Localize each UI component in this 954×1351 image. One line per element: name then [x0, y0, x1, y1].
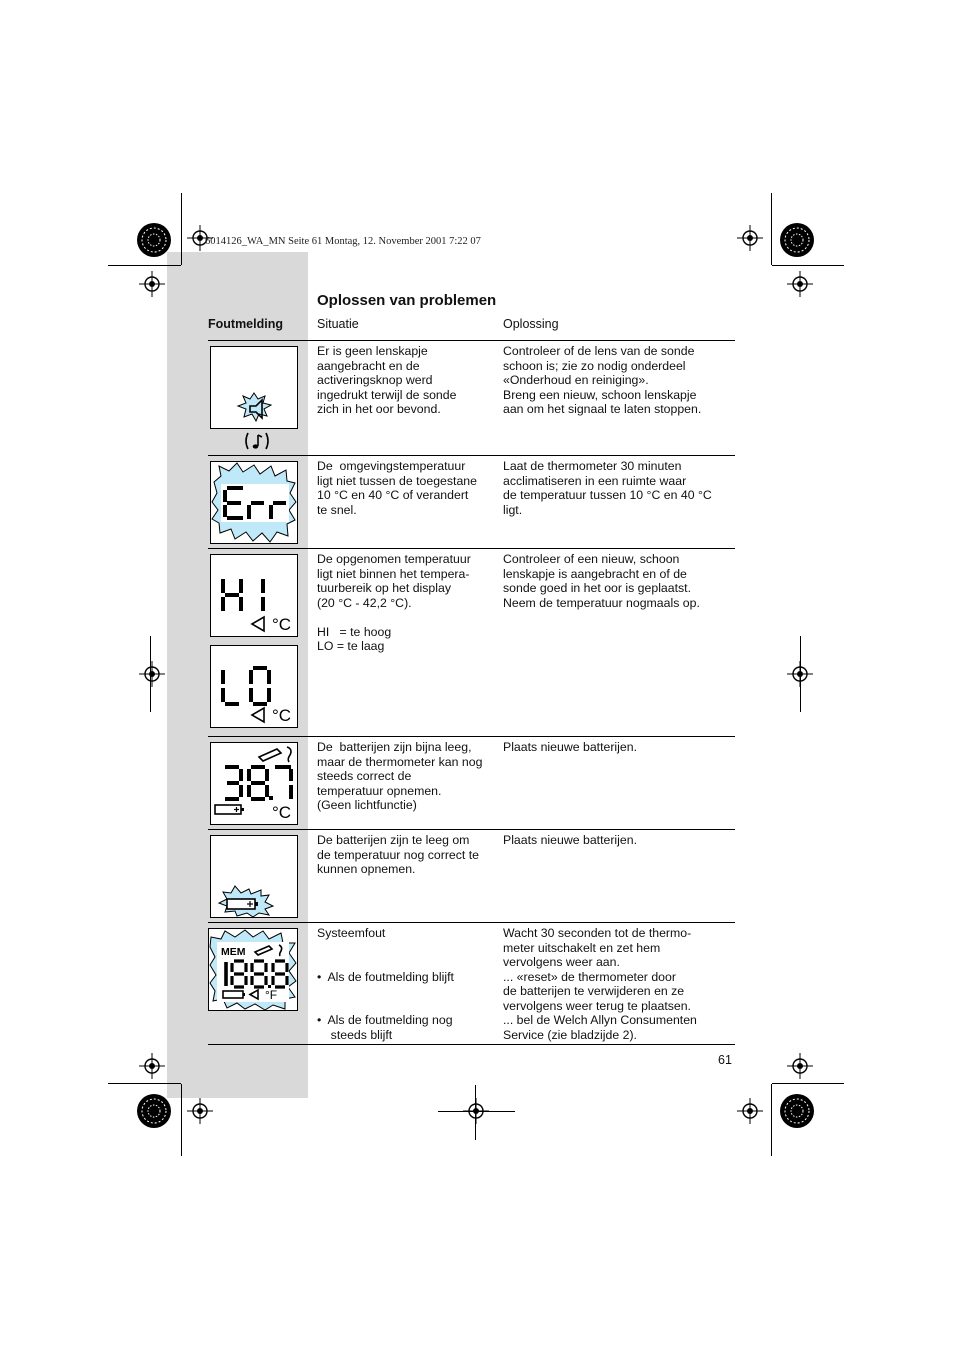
celsius-label: °C — [272, 615, 292, 634]
column-header-error: Foutmelding — [208, 317, 283, 331]
lcd-display-hi — [210, 554, 298, 637]
crop-mark — [181, 1084, 182, 1156]
crop-mark — [438, 1111, 515, 1112]
mem-label: MEM — [221, 946, 246, 958]
lcd-display-low-battery — [210, 742, 298, 825]
table-rule — [208, 455, 735, 456]
table-rule — [208, 736, 735, 737]
registration-target-icon — [787, 1053, 813, 1079]
probe-symbol-icon — [252, 617, 264, 631]
crop-mark — [108, 265, 181, 266]
row-6-situation: Systeemfout • Als de foutmelding blijft • Als de foutmelding nog steeds blijft — [317, 926, 454, 1042]
crop-mark — [150, 636, 151, 712]
celsius-label: °C — [272, 706, 292, 725]
probe-symbol-icon — [252, 708, 264, 722]
row-4-solution: Plaats nieuwe batterijen. — [503, 740, 637, 754]
row-3-solution: Controleer of een nieuw, schoon lenskapje is aangebracht en of de sonde goed in het oor is geplaatst. Neem de temperatuur nogmaals op. — [503, 552, 700, 610]
crop-mark — [181, 193, 182, 265]
crop-mark — [108, 1083, 181, 1084]
row-6-solution: Wacht 30 seconden tot de thermo- meter uitschakelt en zet hem vervolgens weer aan. ... «reset» de thermometer door de batterijen te verwijderen en ze vervolgens weer terug te plaatsen. ... bel de Welch Allyn Consumenten Service (zie bladzijde 2). — [503, 926, 697, 1042]
registration-target-icon — [737, 225, 763, 251]
lcd-display-lo — [210, 645, 298, 728]
registration-target-icon — [139, 271, 165, 297]
starburst-target-icon — [779, 222, 815, 258]
table-rule — [208, 1044, 735, 1045]
table-rule — [208, 548, 735, 549]
column-header-solution: Oplossing — [503, 317, 559, 331]
lcd-unit-mark: °F — [265, 988, 278, 1002]
table-rule — [208, 922, 735, 923]
starburst-target-icon — [136, 222, 172, 258]
row-3-situation: De opgenomen temperatuur ligt niet binnen het tempera- tuurbereik op het display (20 °C - 42,2 °C). HI = te hoog LO = te laag — [317, 552, 471, 653]
starburst-target-icon — [136, 1093, 172, 1129]
row-1-situation: Er is geen lenskapje aangebracht en de activeringsknop werd ingedrukt terwijl de sonde zich in het oor bevond. — [317, 344, 457, 416]
crop-mark — [475, 1085, 476, 1140]
lcd-display-system-error — [208, 928, 298, 1011]
celsius-label: °C — [272, 803, 292, 822]
table-rule — [208, 340, 735, 341]
registration-target-icon — [737, 1098, 763, 1124]
page-title: Oplossen van problemen — [317, 292, 497, 309]
flash-burst-icon — [238, 393, 271, 421]
probe-cap-icon — [259, 749, 281, 761]
column-header-situation: Situatie — [317, 317, 359, 331]
registration-target-icon — [139, 1053, 165, 1079]
crop-mark — [772, 265, 844, 266]
ear-icon — [287, 747, 291, 762]
crop-mark — [771, 1084, 772, 1156]
page-number: 61 — [718, 1053, 732, 1067]
print-header: 6014126_WA_MN Seite 61 Montag, 12. November 2001 7:22 07 — [205, 236, 481, 247]
row-5-situation: De batterijen zijn te leeg om de temperatuur nog correct te kunnen opnemen. — [317, 833, 479, 876]
crop-mark — [771, 193, 772, 265]
beep-signal-icon — [243, 431, 271, 451]
crop-mark — [772, 1083, 844, 1084]
table-rule — [208, 829, 735, 830]
lcd-display-err — [210, 461, 298, 544]
row-2-solution: Laat de thermometer 30 minuten acclimatiseren in een ruimte waar de temperatuur tussen 10 °C en 40 °C ligt. — [503, 459, 712, 517]
crop-mark — [800, 636, 801, 712]
registration-target-icon — [787, 271, 813, 297]
row-2-situation: De omgevingstemperatuur ligt niet tussen de toegestane 10 °C en 40 °C of verandert te snel. — [317, 459, 477, 517]
row-5-solution: Plaats nieuwe batterijen. — [503, 833, 637, 847]
starburst-target-icon — [779, 1093, 815, 1129]
row-4-situation: De batterijen zijn bijna leeg, maar de thermometer kan nog steeds correct de temperatuur opnemen. (Geen lichtfunctie) — [317, 740, 483, 812]
lcd-display-empty-battery — [210, 835, 298, 918]
row-1-solution: Controleer of de lens van de sonde schoon is; zie zo nodig onderdeel «Onderhoud en reiniging». Breng een nieuw, schoon lenskapje aan om het signaal te laten stoppen. — [503, 344, 702, 416]
lcd-display-lenscap — [210, 346, 298, 429]
registration-target-icon — [187, 1098, 213, 1124]
registration-target-icon — [139, 661, 165, 687]
